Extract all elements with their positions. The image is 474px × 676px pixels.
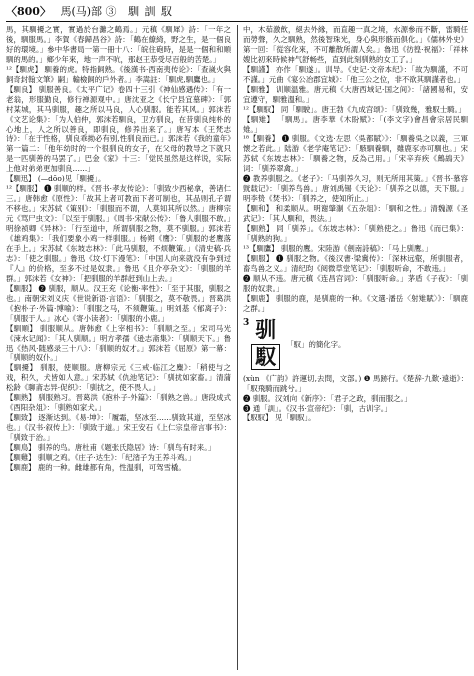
entry-paragraph: 【馴鹿】 驯服的鹿，是驯鹿的一种。《文選·潘岳〈射雉賦〉》：「馴鹿之群。」 (243, 293, 468, 313)
entry-paragraph: 【馴雉】 「馴馬」。唐李華《木盼赋》：「(李文字)會昌會宗居民馴雉。」 (243, 114, 468, 134)
entry-paragraph: 【馴鹿】 鹿的一种。雌雄都有角，性温驯，可驾雪橇。 (6, 462, 186, 472)
entry-paragraph: ¹²【馴服】 ❶ 驯顺的样。《晋书·孝友传论》：「驯致少西秘拿，善诸仁三。」唐韩愈《原性》：「故其上者可教而下者可制也，其品则孔子谓不移也。」宋苏轼《策别》：「驯服而不谓，人莫知其所以然。」唐柳宗元《骂尸虫文》：「以至于驯服。」《周书·宋献公传》：「鲁人驯服不敢。」明徐祯卿《异林》：「行至道中，所谓驯服之物，莫不驯服。」郭沫若《雄鸡集》：「我们要象小鸡一样驯服。」杨朔《鹰》：「驯服的老鹰落在手上。」宋苏轼《东坡志林》：「此马驯服，不烦鞭策。」《清史稿·兵志》：「使之驯服。」鲁迅《坟·灯下漫笔》：「中国人向来就没有争到过『人』的价格，至多不过是奴隶。」鲁迅《且介亭杂文》：「驯服的羊群。」郭沫若《女神》：「把驯服的羊群赶到山上去。」 (6, 184, 231, 283)
entry-paragraph: ¹²【馴馭】 同「馴駛」。唐王勃《九成宫颂》：「驯致幾，雅馭士騎。」 (243, 104, 466, 114)
headword-traditional: 馭 (251, 344, 280, 370)
column-divider (237, 25, 238, 670)
entry-paragraph: 【馴和】 和柔顺从。明谢肇淛《五杂俎》：「馴和之性。」清魏源《圣武记》：「其人馴和，畏法。」 (243, 204, 468, 224)
entry-paragraph: 【馴致】 逐渐达到。《易·坤》：「履霜，坚冰至……驯致其道，至坚冰也。」《汉书·叙传上》：「驯致于道。」宋王安石《上仁宗皇帝言事书》：「驯致于治。」 (6, 413, 231, 443)
headword-note: 「馭」的簡化字。 (286, 339, 346, 349)
entry-paragraph: 【馴順】 驯服顺从。唐韩愈《上宰相书》：「驯顺之至。」宋司马光《涑水记闻》：「其人驯顺。」明方孝孺《逊志斋集》：「驯顺天下。」鲁迅《热风·随感录三十八》：「驯顺的奴才。」郭沫若《屈原》第一幕：「驯顺的奴仆。」 (6, 323, 231, 363)
left-column (6, 25, 231, 670)
entry-paragraph: 【馴熟】 驯服熟习。晋葛洪《抱朴子·外篇》：「驯熟之兽。」唐段成式《酉阳杂俎》：「驯熟如家犬。」 (6, 393, 231, 413)
entry-paragraph: 【馭馭】 见「馴馭」。 (243, 413, 316, 423)
headword-number: 3 (243, 317, 250, 328)
entry-paragraph: ❷ 教养驯服之。《老子》：「马驯养久习，则无所用其策。」《晋书·慕容皝载记》：「驯养鸟兽。」唐刘禹锡《天论》：「驯养之以德，天下服。」明李贽《焚书》：「驯养之，使知所止。」 (243, 174, 468, 204)
entry-paragraph: ¹³【馴鷹】 驯服的鹰。宋陸游《劍南詩稿》：「马上驯鹰。」 (243, 243, 433, 253)
entry-paragraph: ¹⁸【馴養】 ❶ 驯服。《文选·左思〈吳都賦〉》：「馴養吳之以義，三軍懷之若此。」陆游《老学庵笔记》：「駭馴養馴，雖鹿豕亦可馴也。」宋苏轼《东坡志林》：「馴養之物，反為己用。」「宋辛弃疾《鷓鴣天》词：「驯养翠禽。」 (243, 134, 468, 174)
entry-paragraph: 【馴擾】 驯服，使顺服。唐柳宗元《三戒·临江之麋》：「稍使与之戏，积久，犬皆如人意。」宋苏轼《仇池笔记》：「驯扰如家畜。」清蒲松龄《聊斋志异·促织》：「驯扰之，使不畏人。」 (6, 363, 231, 393)
entry-paragraph: ❷ 驯服。汉刘向《新序》：「君子之政，驯而服之。」 (243, 393, 412, 403)
page-number: 〈800〉 (6, 5, 51, 18)
entry-paragraph: 【馴雞】 驯顺之鸡。《庄子·达生》：「纪渻子为王养斗鸡。」 (6, 452, 196, 462)
running-head (6, 4, 468, 20)
headword-entry (243, 318, 468, 372)
entry-paragraph: 【馴雅】 训顺温雅。唐元稹《大唐西域记·国之间》：「諸國易和，安宜遵守，馴雅溫和。」 (243, 84, 468, 104)
entry-paragraph: 【馴服】 ❷ 驯服，顺从。汉王充《论衡·率性》：「至于其服，驯服之也。」南朝宋刘义庆《世说新语·言语》：「驯服之，莫不敬畏。」晋葛洪《抱朴子·外篇·博喻》：「驯服之马，不须鞭策。」明刘基《郁离子》：「驯服于人。」冰心《寄小读者》：「驯服的小鹿。」 (6, 283, 231, 323)
entry-paragraph: 【馴服】 ❶ 驯服之物。《後汉書·梁冀传》：「深林远壑，所驯服者，畜鸟兽之义。」清纪昀《阅微草堂笔记》：「驯服听命，不敢违。」 (243, 253, 468, 273)
header-rule (6, 21, 468, 22)
entry-paragraph: ❷ 顺从不违。唐元稹《连昌宫词》：「驯服听命。」茅盾《子夜》：「驯服的奴隶。」 (243, 273, 468, 293)
entry-paragraph: 【馴迅】 (—dōo)见「馴擾」。 (6, 174, 106, 184)
running-headwords: 馴 訓 馭 (128, 5, 174, 18)
entry-paragraph: 中，木茹激飲，絕去外緣，而直趣一真之境，水源參而不斷，雷騎任而勞聲，久之馴熟，然後智珠光，身心與形骸而俱化。」《儒林外史》第一回：「從容化來，不可離散所謂人矣。」魯迅《彷徨·祝福》：「祥林嫂比初來時候神气舒畅些，直到此刻驯熟的女工了。」 (243, 25, 468, 64)
entry-paragraph: ❸ 通「訓」。《汉书·宣帝纪》：「驯，古训字。」 (243, 403, 392, 413)
entry-paragraph: (xùn 《广韵》許運切,去問，文部。) ❶ 馬跡行。《楚辞·九歎·遠逝》：「馭飛騎而跳兮。」 (243, 373, 468, 393)
headword-characters (251, 318, 280, 372)
entry-paragraph: 【馴謹】 亦作「馴遂」。训导。《史记·文帝本纪》：「故为馴謹，不可不謹。」元曲《宴公冶郡宜城》：「他三公之位，非不欲其馴謹者也。」 (243, 64, 468, 84)
right-column (243, 25, 468, 670)
entry-paragraph: 馬，其馴擾之實，實過於台灘之鶴焉。」元稹《馴犀》詩：「一年之後，馴服馬。」李賀《春歸昌谷》詩：「鶴在繚綺，野之生，是一個良好的環境。」參中华書局一第一冊十八：「皖住砲時，是是一個和和順馴的馬的。」鄉少年來，地一声不吭，那赵王恭受尽百般的苦楚。」 (6, 25, 231, 64)
headword-simplified: 驯 (255, 316, 277, 342)
section-title: 馬(马)部 ③ (60, 5, 117, 18)
entry-paragraph: 【馴良】 驯服善良。《太平广记》卷四十三引《神仙感遇传》：「有一老翁，形服勤良，修行禅源观中。」唐沈亚之《长宁县宜墓碑》：「郭村某城，其马驯服，趣之所以马良，人心驯服。能若其风。」郭沫若《文艺论集》：「为人伯仲，郭沫若馴良，卫方驯良，在昔驯良纯朴的心地上，人之所以善良，即驯良，修养出来了。」唐写本《王梵志诗》：「在于性格，驯良乖拗必有别,性驯良而已。」郭沫若《我的童年》第一篇二：「他年幼时的一个很驯良的女子，在父母的教导之下就只是一匹驯善的马罢了。」巴金《家》十三：「觉民虽然是这样说，实际上他对弟弟更加驯良……」 (6, 84, 231, 174)
entry-paragraph: 【馴鳥】 驯养的鸟。唐杜甫《题张氏隐居》诗：「驯鸟有时来。」 (6, 443, 216, 453)
entry-paragraph: 【馴熟】 同「驯养」。《东坡志林》：「驯熟使之。」鲁迅《而已集》：「驯熟的狗。」 (243, 224, 468, 244)
entry-paragraph: ¹²【馴虎】 馴養的虎。特指飼熟。《後漢书·西南夷传论》：「查嵗火與飼奇封翰文筆》嗣」輸檢飼的戶外者。」李嵩註：「馴虎,馴鷹也。」 (6, 64, 231, 84)
